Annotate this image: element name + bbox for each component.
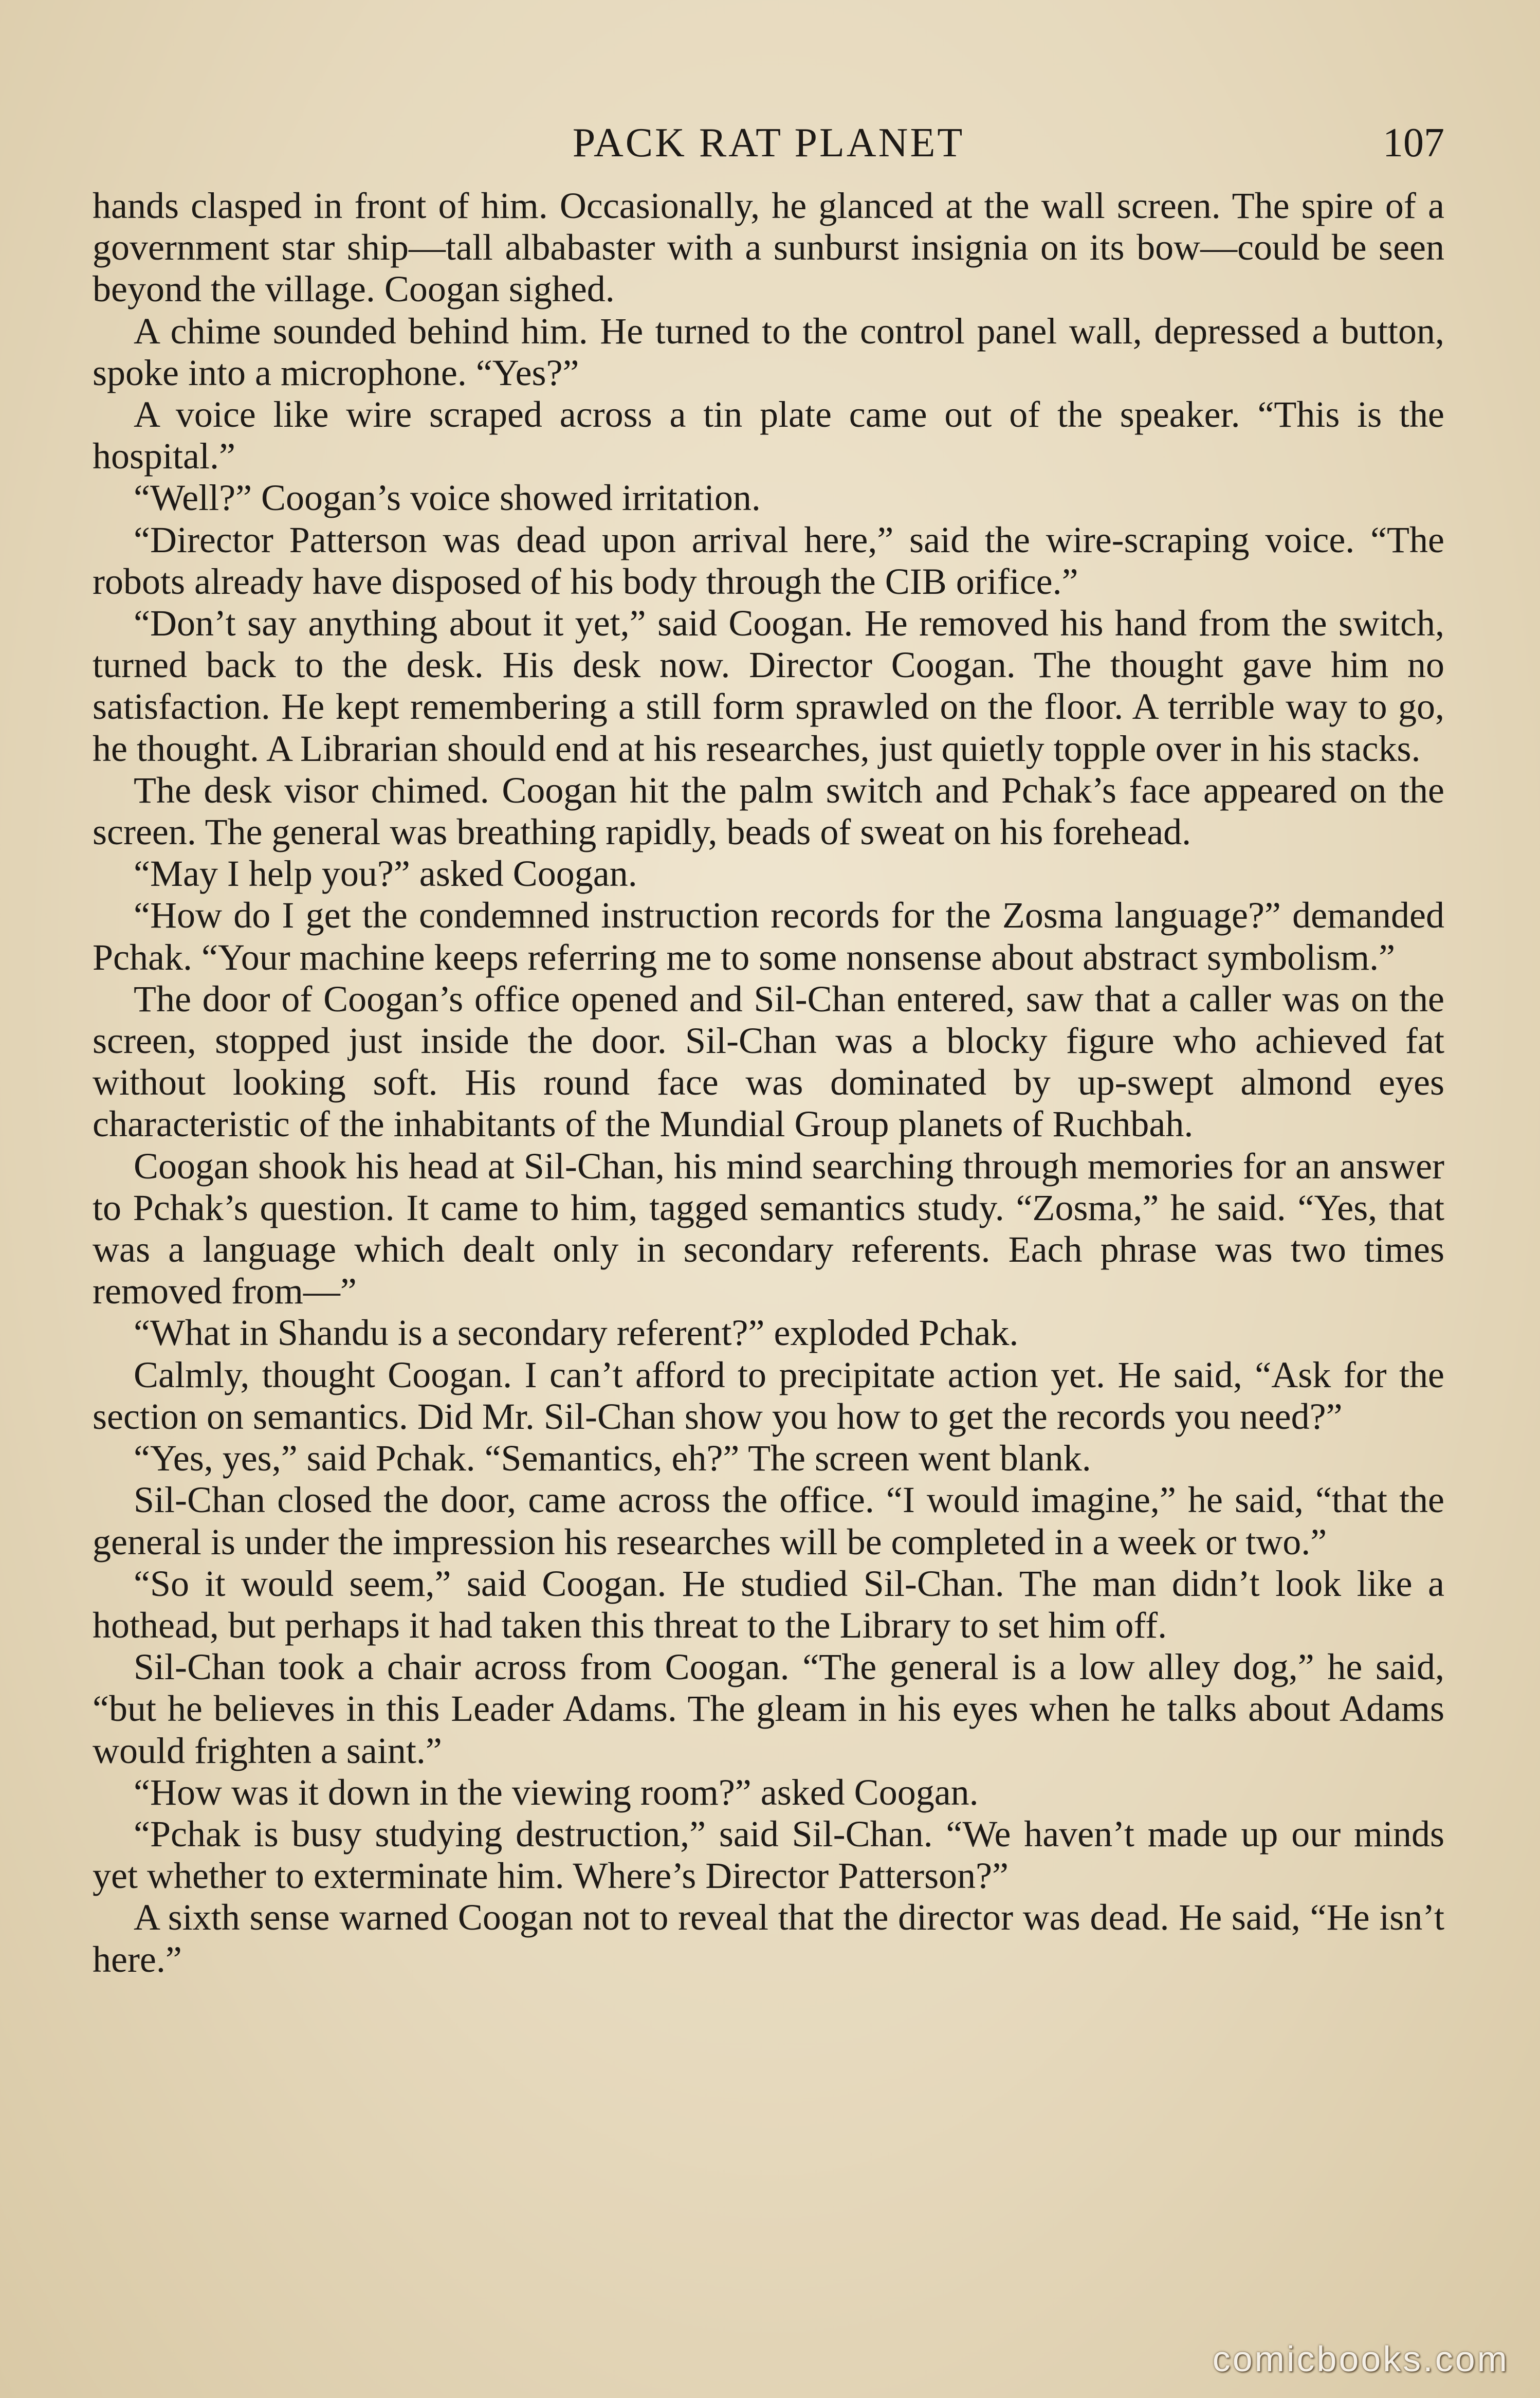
paragraph: “How was it down in the viewing room?” asked Coogan. (134, 1771, 979, 1813)
paragraph: Calmly, thought Coogan. I can’t afford to precipitate action yet. He said, “Ask for the section on semantics. Did Mr. Sil-Chan show you how to get the records you need?” (93, 1354, 1444, 1437)
body-text (93, 185, 1444, 1981)
paragraph: Sil-Chan closed the door, came across the office. “I would imagine,” he said, “that the general is under the impression his researches will be completed in a week or two.” (93, 1479, 1444, 1563)
paragraph: “Well?” Coogan’s voice showed irritation. (134, 477, 761, 519)
paragraph: “So it would seem,” said Coogan. He studied Sil-Chan. The man didn’t look like a hothead, but perhaps it had taken this threat to the Library to set him off. (93, 1563, 1444, 1646)
paragraph: A sixth sense warned Coogan not to reveal that the director was dead. He said, “He isn’t here.” (93, 1897, 1444, 1980)
paragraph: hands clasped in front of him. Occasionally, he glanced at the wall screen. The spire of a government star ship—tall albabaster with a sunburst insignia on its bow—could be seen beyond the village. Coogan sighed. (93, 185, 1444, 310)
site-watermark: comicbooks.com (1212, 2339, 1509, 2379)
page-number: 107 (1383, 120, 1444, 166)
paragraph: Coogan shook his head at Sil-Chan, his mind searching through memories for an answer to Pchak’s question. It came to him, tagged semantics study. “Zosma,” he said. “Yes, that was a language which dealt only in secondary referents. Each phrase was two times removed from—” (93, 1145, 1444, 1312)
page-header (93, 117, 1444, 169)
paragraph: “Don’t say anything about it yet,” said Coogan. He removed his hand from the switch, turned back to the desk. His desk now. Director Coogan. The thought gave him no satisfaction. He kept remembering a still form sprawled on the floor. A terrible way to go, he thought. A Librarian should end at his researches, just quietly topple over in his stacks. (93, 603, 1444, 769)
paragraph: “How do I get the condemned instruction records for the Zosma language?” demanded Pchak. “Your machine keeps referring me to some nonsense about abstract symbolism.” (93, 895, 1444, 978)
paragraph: “What in Shandu is a secondary referent?” exploded Pchak. (134, 1312, 1019, 1354)
paragraph: Sil-Chan took a chair across from Coogan. “The general is a low alley dog,” he said, “but he believes in this Leader Adams. The gleam in his eyes when he talks about Adams would frighten a saint.” (93, 1646, 1444, 1771)
paragraph: The desk visor chimed. Coogan hit the palm switch and Pchak’s face appeared on the screen. The general was breathing rapidly, beads of sweat on his forehead. (93, 769, 1444, 853)
running-title: PACK RAT PLANET (572, 120, 965, 166)
paragraph: A chime sounded behind him. He turned to the control panel wall, depressed a button, spoke into a microphone. “Yes?” (93, 310, 1444, 393)
paragraph: The door of Coogan’s office opened and Sil-Chan entered, saw that a caller was on the screen, stopped just inside the door. Sil-Chan was a blocky figure who achieved fat without looking soft. His round face was dominated by up-swept almond eyes characteristic of the inhabitants of the Mundial Group planets of Ruchbah. (93, 978, 1444, 1145)
paragraph: “Director Patterson was dead upon arrival here,” said the wire-scraping voice. “The robots already have disposed of his body through the CIB orifice.” (93, 519, 1444, 602)
paragraph: “May I help you?” asked Coogan. (134, 853, 637, 895)
paragraph: “Yes, yes,” said Pchak. “Semantics, eh?” The screen went blank. (134, 1438, 1091, 1479)
paragraph: “Pchak is busy studying destruction,” said Sil-Chan. “We haven’t made up our minds yet whether to exterminate him. Where’s Director Patterson?” (93, 1813, 1444, 1897)
paragraph: A voice like wire scraped across a tin plate came out of the speaker. “This is the hospital.” (93, 394, 1444, 477)
